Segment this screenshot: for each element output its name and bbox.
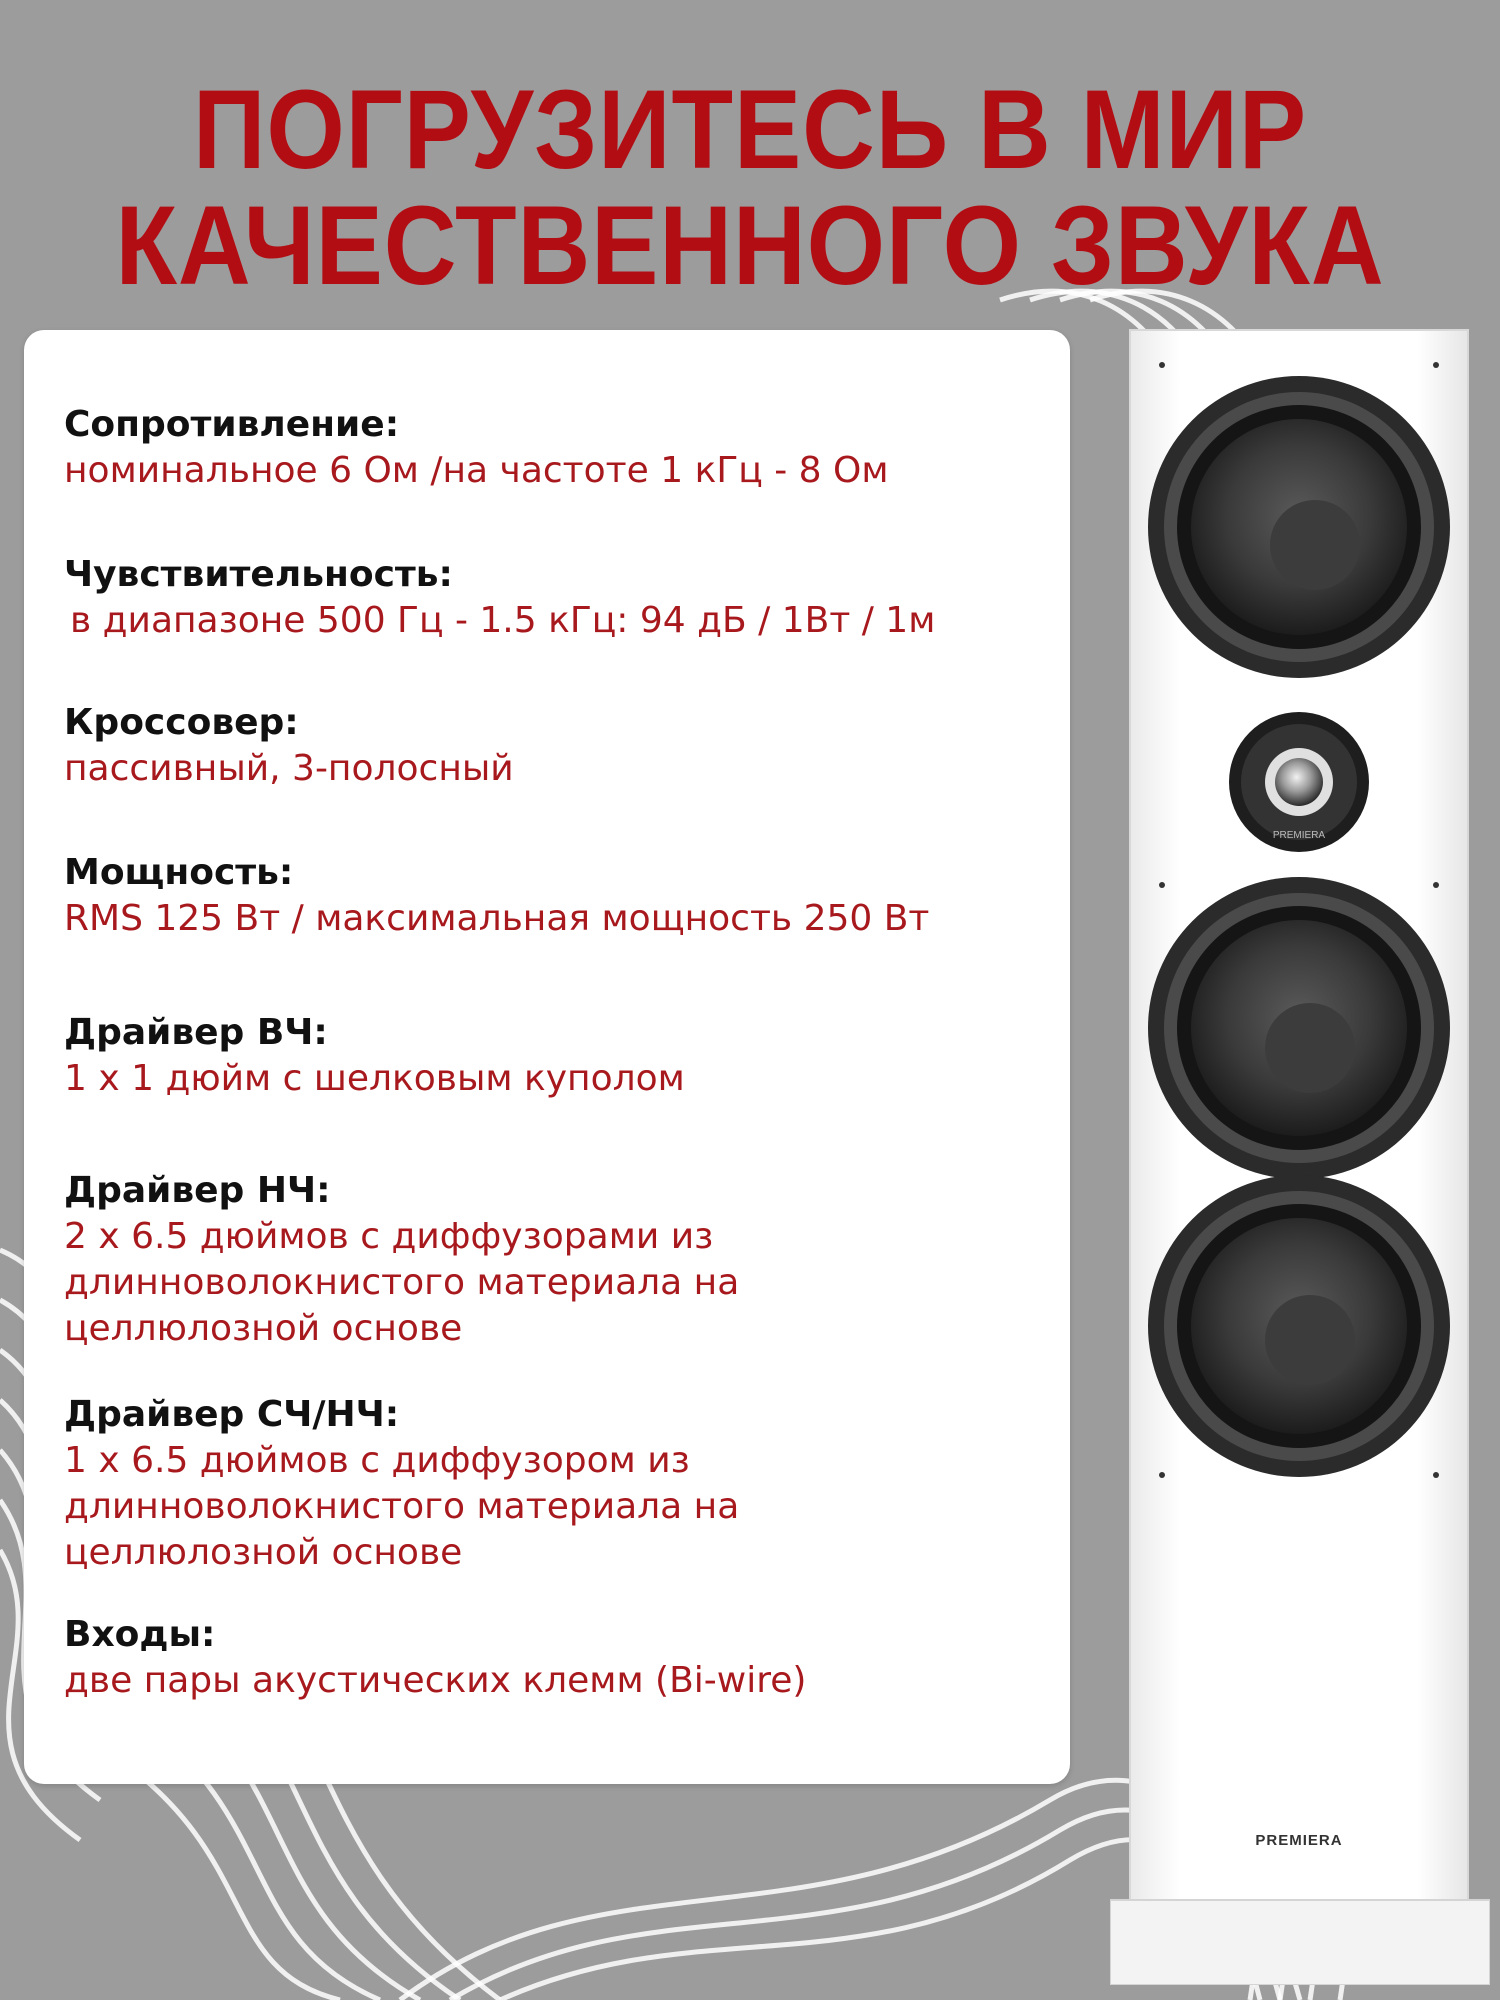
spec-label: Чувствительность: [64, 554, 453, 595]
spec-label: Драйвер ВЧ: [64, 1012, 328, 1053]
spec-label: Мощность: [64, 852, 294, 893]
headline-line-2: КАЧЕСТВЕННОГО ЗВУКА [115, 183, 1385, 308]
spec-label: Входы: [64, 1614, 216, 1655]
spec-label: Сопротивление: [64, 404, 400, 445]
spec-value: пассивный, 3-полосный [64, 748, 514, 789]
spec-value: две пары акустических клемм (Bi-wire) [64, 1660, 807, 1701]
tweeter-icon [1229, 712, 1369, 852]
spec-label: Кроссовер: [64, 702, 299, 743]
woofer-middle-icon [1148, 877, 1450, 1179]
spec-value: 1 х 1 дюйм с шелковым куполом [64, 1058, 685, 1099]
headline-line-1: ПОГРУЗИТЕСЬ В МИР [192, 67, 1308, 192]
woofer-bottom-icon [1148, 1175, 1450, 1477]
spec-sensitivity [64, 552, 1064, 644]
headline [75, 67, 1425, 308]
tweeter-brand-text: PREMIERA [1272, 830, 1326, 841]
spec-impedance [64, 402, 1064, 494]
spec-value: в диапазоне 500 Гц - 1.5 кГц: 94 дБ / 1Вт / 1м [70, 600, 936, 641]
specs-card [24, 330, 1070, 1784]
speaker-plinth [1110, 1900, 1490, 1985]
spec-midwoofer [64, 1392, 1064, 1576]
spec-woofer [64, 1168, 1064, 1352]
spec-tweeter [64, 1010, 1064, 1102]
bottom-brand-text: PREMIERA [1255, 1832, 1343, 1849]
speaker-image [1110, 320, 1490, 1985]
spec-label: Драйвер НЧ: [64, 1170, 331, 1211]
spec-crossover [64, 700, 1064, 792]
spec-value: 1 х 6.5 дюймов с диффузором из длинноволокнистого материала на целлюлозной основе [64, 1440, 740, 1573]
spec-value: RMS 125 Вт / максимальная мощность 250 Вт [64, 898, 930, 939]
spec-label: Драйвер СЧ/НЧ: [64, 1394, 400, 1435]
spec-inputs [64, 1612, 1064, 1704]
spec-value: 2 х 6.5 дюймов с диффузорами из длинноволокнистого материала на целлюлозной основе [64, 1216, 740, 1349]
spec-power [64, 850, 1064, 942]
woofer-top-icon [1148, 376, 1450, 678]
spec-value: номинальное 6 Ом /на частоте 1 кГц - 8 Ом [64, 450, 889, 491]
